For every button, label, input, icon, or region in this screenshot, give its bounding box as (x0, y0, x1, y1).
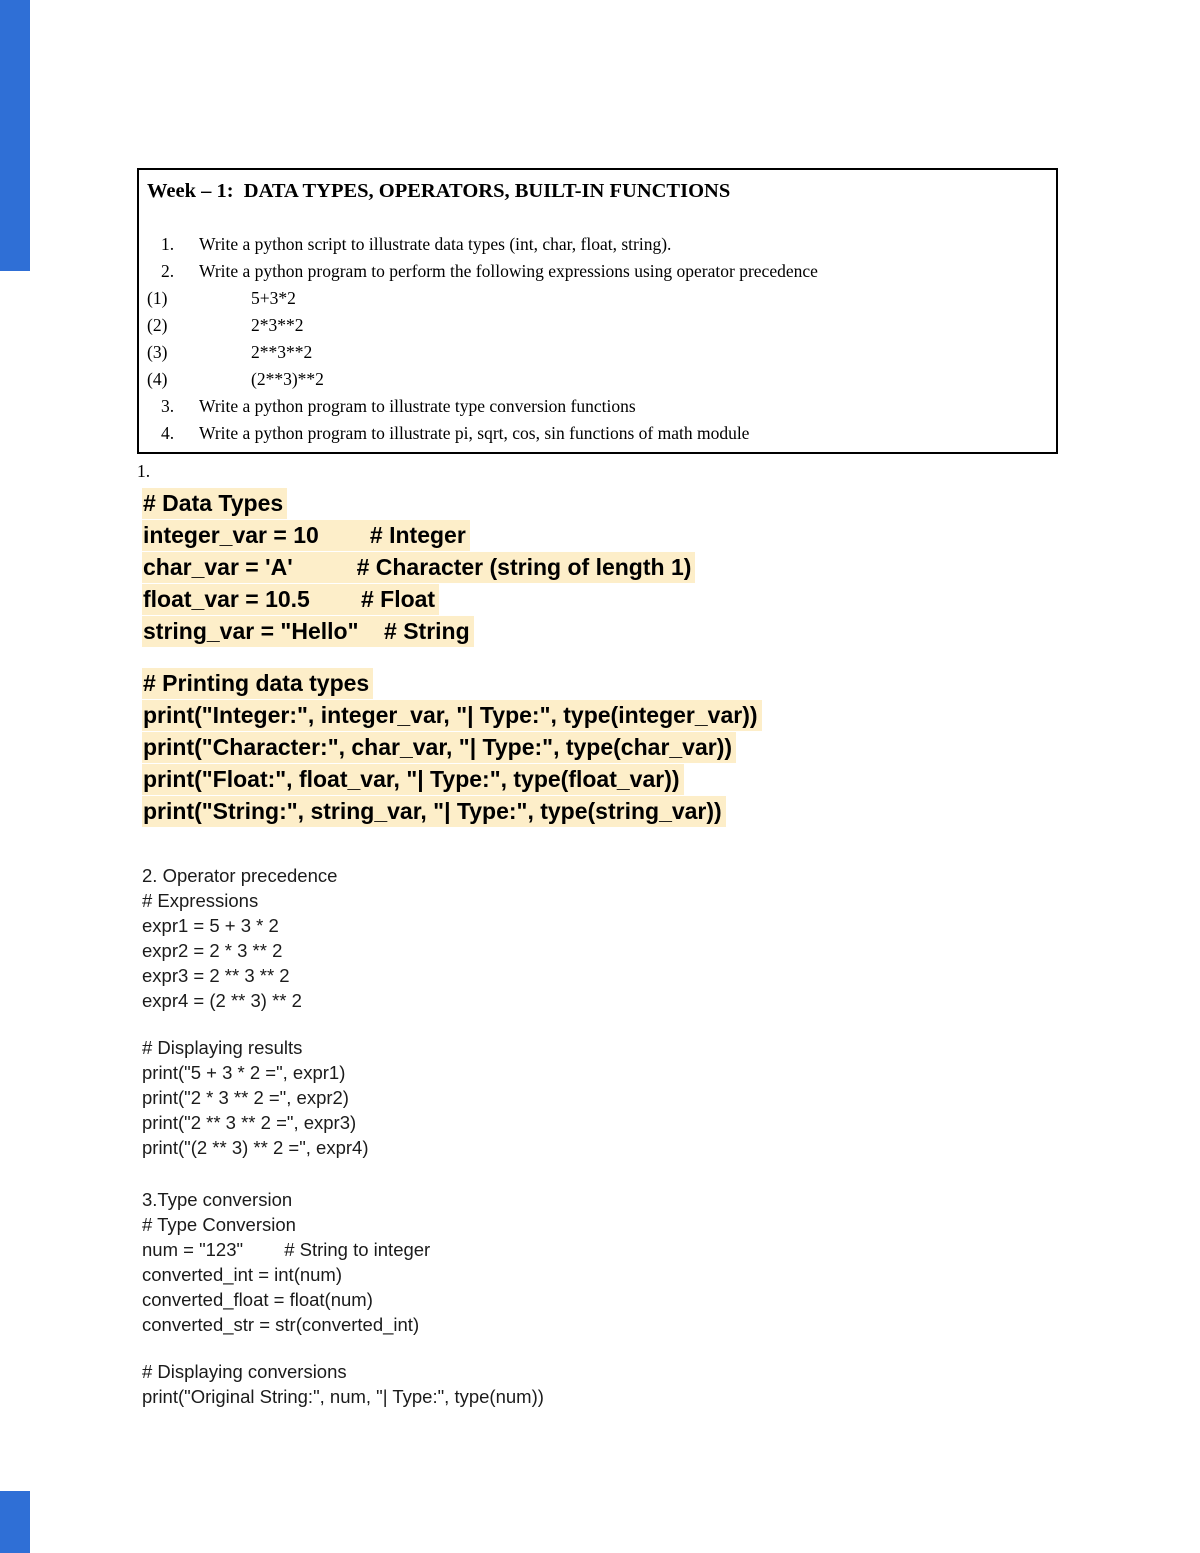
code-line: print("Original String:", num, "| Type:", type(num)) (142, 1386, 544, 1407)
highlighted-code-line (142, 519, 1058, 551)
code-line: 3.Type conversion (142, 1189, 293, 1210)
code-block-type-conversion (142, 1187, 1058, 1337)
highlight-span: string_var = "Hello" # String (142, 616, 474, 647)
item-number: (1) (147, 288, 168, 308)
code-line: expr1 = 5 + 3 * 2 (142, 915, 279, 936)
assignment-item (147, 258, 1046, 285)
item-number: 1. (161, 234, 175, 254)
highlighted-code-line (142, 615, 1058, 647)
assignment-item (147, 231, 1046, 258)
assignment-subitem (147, 285, 1046, 312)
highlight-span: print("Integer:", integer_var, "| Type:", type(integer_var)) (142, 700, 762, 731)
section1-label: 1. (137, 461, 151, 481)
code-line: print("(2 ** 3) ** 2 =", expr4) (142, 1137, 369, 1158)
code-line: expr4 = (2 ** 3) ** 2 (142, 990, 302, 1011)
assignment-title: Week – 1: DATA TYPES, OPERATORS, BUILT-IN FUNCTIONS (147, 180, 731, 202)
highlighted-code-line (142, 487, 1058, 519)
item-number: (4) (147, 369, 168, 389)
item-text: (2**3)**2 (251, 369, 324, 389)
assignment-item (147, 393, 1046, 420)
code-line: # Expressions (142, 890, 259, 911)
code-line: print("2 * 3 ** 2 =", expr2) (142, 1087, 349, 1108)
item-text: 2**3**2 (251, 342, 313, 362)
code-line: converted_int = int(num) (142, 1264, 343, 1285)
code-block-display-results (142, 1035, 1058, 1160)
code-line: 2. Operator precedence (142, 865, 338, 886)
item-text: Write a python program to illustrate type conversion functions (199, 396, 636, 416)
code-block-printing (142, 667, 1058, 827)
highlighted-code-line (142, 699, 1058, 731)
highlighted-code-line (142, 731, 1058, 763)
assignment-subitem (147, 366, 1046, 393)
assignment-item (147, 420, 1046, 447)
item-text: 2*3**2 (251, 315, 304, 335)
highlight-span: char_var = 'A' # Character (string of length 1) (142, 552, 695, 583)
highlight-span: print("String:", string_var, "| Type:", type(string_var)) (142, 796, 726, 827)
document-content (137, 168, 1058, 1409)
item-number: (3) (147, 342, 168, 362)
code-block-display-conversions (142, 1359, 1058, 1409)
item-number: 4. (161, 423, 175, 443)
highlighted-code-line (142, 795, 1058, 827)
highlight-span: print("Character:", char_var, "| Type:", type(char_var)) (142, 732, 736, 763)
code-line: print("5 + 3 * 2 =", expr1) (142, 1062, 346, 1083)
highlighted-code-line (142, 667, 1058, 699)
page-edge-blue-bottom (0, 1491, 30, 1553)
highlight-span: print("Float:", float_var, "| Type:", type(float_var)) (142, 764, 684, 795)
highlight-span: float_var = 10.5 # Float (142, 584, 439, 615)
code-line: print("2 ** 3 ** 2 =", expr3) (142, 1112, 357, 1133)
item-number: (2) (147, 315, 168, 335)
code-line: num = "123" # String to integer (142, 1239, 431, 1260)
code-line: converted_str = str(converted_int) (142, 1314, 420, 1335)
assignment-subitem (147, 339, 1046, 366)
code-line: # Displaying conversions (142, 1361, 347, 1382)
assignment-subitem (147, 312, 1046, 339)
item-text: 5+3*2 (251, 288, 296, 308)
code-line: expr2 = 2 * 3 ** 2 (142, 940, 283, 961)
code-line: expr3 = 2 ** 3 ** 2 (142, 965, 290, 986)
code-block-data-types (142, 487, 1058, 647)
highlight-span: # Data Types (142, 488, 287, 519)
highlighted-code-line (142, 583, 1058, 615)
code-line: converted_float = float(num) (142, 1289, 373, 1310)
code-line: # Type Conversion (142, 1214, 296, 1235)
item-number: 3. (161, 396, 175, 416)
page-edge-blue-top (0, 0, 30, 271)
highlighted-code-line (142, 551, 1058, 583)
highlight-span: # Printing data types (142, 668, 373, 699)
item-text: Write a python program to perform the following expressions using operator precedence (199, 261, 818, 281)
code-line: # Displaying results (142, 1037, 303, 1058)
highlight-span: integer_var = 10 # Integer (142, 520, 470, 551)
item-number: 2. (161, 261, 175, 281)
code-block-expressions (142, 863, 1058, 1013)
item-text: Write a python script to illustrate data types (int, char, float, string). (199, 234, 672, 254)
assignment-box (137, 168, 1058, 454)
highlighted-code-line (142, 763, 1058, 795)
item-text: Write a python program to illustrate pi, sqrt, cos, sin functions of math module (199, 423, 750, 443)
